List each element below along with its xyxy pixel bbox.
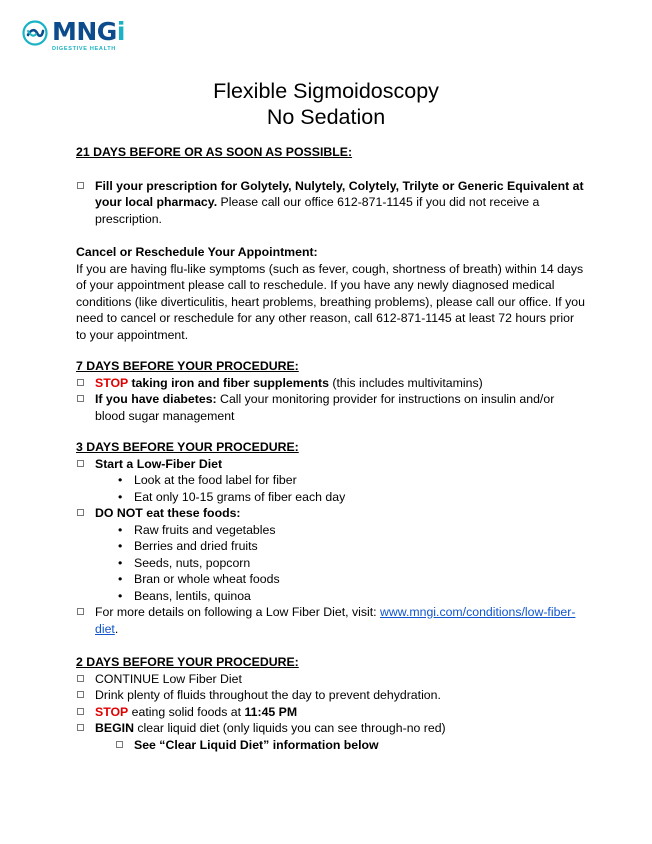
stop-label: STOP [95, 704, 129, 719]
checklist-item-more-details [76, 604, 586, 637]
checklist-item-continue [76, 671, 586, 688]
begin-text: clear liquid diet (only liquids you can see through-no red) [133, 721, 446, 735]
see-clear-liquid-text: See “Clear Liquid Diet” information below [134, 737, 379, 752]
low-fiber-bold: Start a Low-Fiber Diet [95, 456, 223, 471]
checklist-item-low-fiber [76, 456, 586, 473]
stop-label: STOP [95, 375, 129, 390]
more-details-text: For more details on following a Low Fiber Diet, visit: [95, 605, 380, 619]
continue-text: CONTINUE Low Fiber Diet [95, 671, 242, 686]
checkbox-icon[interactable] [77, 379, 84, 386]
logo-wordmark-accent: i [116, 17, 125, 46]
checkbox-icon[interactable] [77, 708, 84, 715]
bullet-icon: • [118, 489, 123, 504]
document-body [76, 144, 586, 753]
checklist-item-fluids [76, 687, 586, 704]
diabetes-bold: If you have diabetes: [95, 392, 217, 406]
checkbox-icon[interactable] [77, 608, 84, 615]
section-3-days-heading: 3 DAYS BEFORE YOUR PROCEDURE: [76, 440, 299, 454]
bullet-text: Eat only 10-15 grams of fiber each day [134, 489, 346, 504]
cancel-body: If you are having flu-like symptoms (such as fever, cough, shortness of breath) within 14 days of your appointment please call to reschedule. If you have any newly diagnosed medical conditions (like diverticulitis, heart problems, breathing problems), please call our office. If you need to cancel or reschedule for any other reason, call 612-871-1145 at least 72 hours prior to your appointment. [76, 261, 585, 342]
checklist-item-stop-solids [76, 704, 586, 721]
document-title [0, 78, 652, 130]
bullet-text: Bran or whole wheat foods [134, 572, 280, 586]
title-line-1: Flexible Sigmoidoscopy [213, 79, 439, 103]
logo-tagline: DIGESTIVE HEALTH [52, 46, 116, 52]
logo-wordmark [52, 17, 125, 46]
fluids-text: Drink plenty of fluids throughout the day to prevent dehydration. [95, 688, 441, 702]
checklist-item-stop-iron [76, 375, 586, 392]
checkbox-icon[interactable] [77, 182, 84, 189]
checklist-item-prescription [76, 178, 586, 228]
bullet-item [76, 489, 586, 506]
stop-iron-bold: taking iron and fiber supplements [128, 375, 329, 390]
bullet-text: Berries and dried fruits [134, 539, 258, 553]
bullet-icon: • [118, 473, 123, 487]
checkbox-icon[interactable] [116, 741, 123, 748]
checklist-item-diabetes [76, 391, 586, 424]
bullet-text: Seeds, nuts, popcorn [134, 555, 251, 570]
checklist-item-do-not-eat [76, 505, 586, 522]
bullet-text: Look at the food label for fiber [134, 473, 297, 487]
prescription-text: Please call our office 612-871-1145 if you did not receive a prescription. [95, 195, 540, 226]
checkbox-icon[interactable] [77, 460, 84, 467]
checklist-subitem-see-clear-liquid [76, 737, 586, 754]
checkbox-icon[interactable] [77, 724, 84, 731]
title-line-2: No Sedation [266, 105, 386, 129]
low-fiber-diet-link[interactable]: www.mngi.com/conditions/low-fiber-diet [95, 605, 576, 636]
do-not-eat-bold: DO NOT eat these foods: [95, 506, 241, 520]
checkbox-icon[interactable] [77, 691, 84, 698]
section-21-days-heading: 21 DAYS BEFORE OR AS SOON AS POSSIBLE: [76, 145, 353, 159]
section-2-days-heading: 2 DAYS BEFORE YOUR PROCEDURE: [76, 655, 299, 669]
checklist-item-begin-clear-liquid [76, 720, 586, 737]
checkbox-icon[interactable] [77, 675, 84, 682]
bullet-item [76, 588, 586, 605]
more-details-end: . [114, 621, 119, 636]
checkbox-icon[interactable] [77, 509, 84, 516]
bullet-item [76, 571, 586, 588]
prescription-bold: Fill your prescription for Golytely, Nulytely, Colytely, Trilyte or Generic Equivalent at your local pharmacy. [95, 178, 584, 209]
bullet-item [76, 472, 586, 489]
bullet-text: Beans, lentils, quinoa [134, 588, 251, 603]
bullet-item [76, 538, 586, 555]
bullet-item [76, 555, 586, 572]
bullet-icon: • [118, 539, 123, 553]
bullet-icon: • [118, 588, 123, 603]
stop-iron-text: (this includes multivitamins) [328, 375, 483, 390]
bullet-text: Raw fruits and vegetables [134, 522, 276, 537]
checkbox-icon[interactable] [77, 395, 84, 402]
bullet-item [76, 522, 586, 539]
stop-solids-time: 11:45 PM [244, 704, 298, 719]
stop-solids-text: eating solid foods at [128, 704, 245, 719]
mngi-logo-icon [22, 20, 48, 46]
bullet-icon: • [118, 555, 123, 570]
logo-wordmark-main: MNG [52, 17, 117, 46]
section-7-days-heading: 7 DAYS BEFORE YOUR PROCEDURE: [76, 359, 299, 373]
bullet-icon: • [118, 572, 123, 586]
cancel-heading: Cancel or Reschedule Your Appointment: [76, 245, 318, 259]
diabetes-text: Call your monitoring provider for instructions on insulin and/or blood sugar management [95, 392, 555, 423]
bullet-icon: • [118, 522, 123, 537]
begin-bold: BEGIN [95, 721, 134, 735]
